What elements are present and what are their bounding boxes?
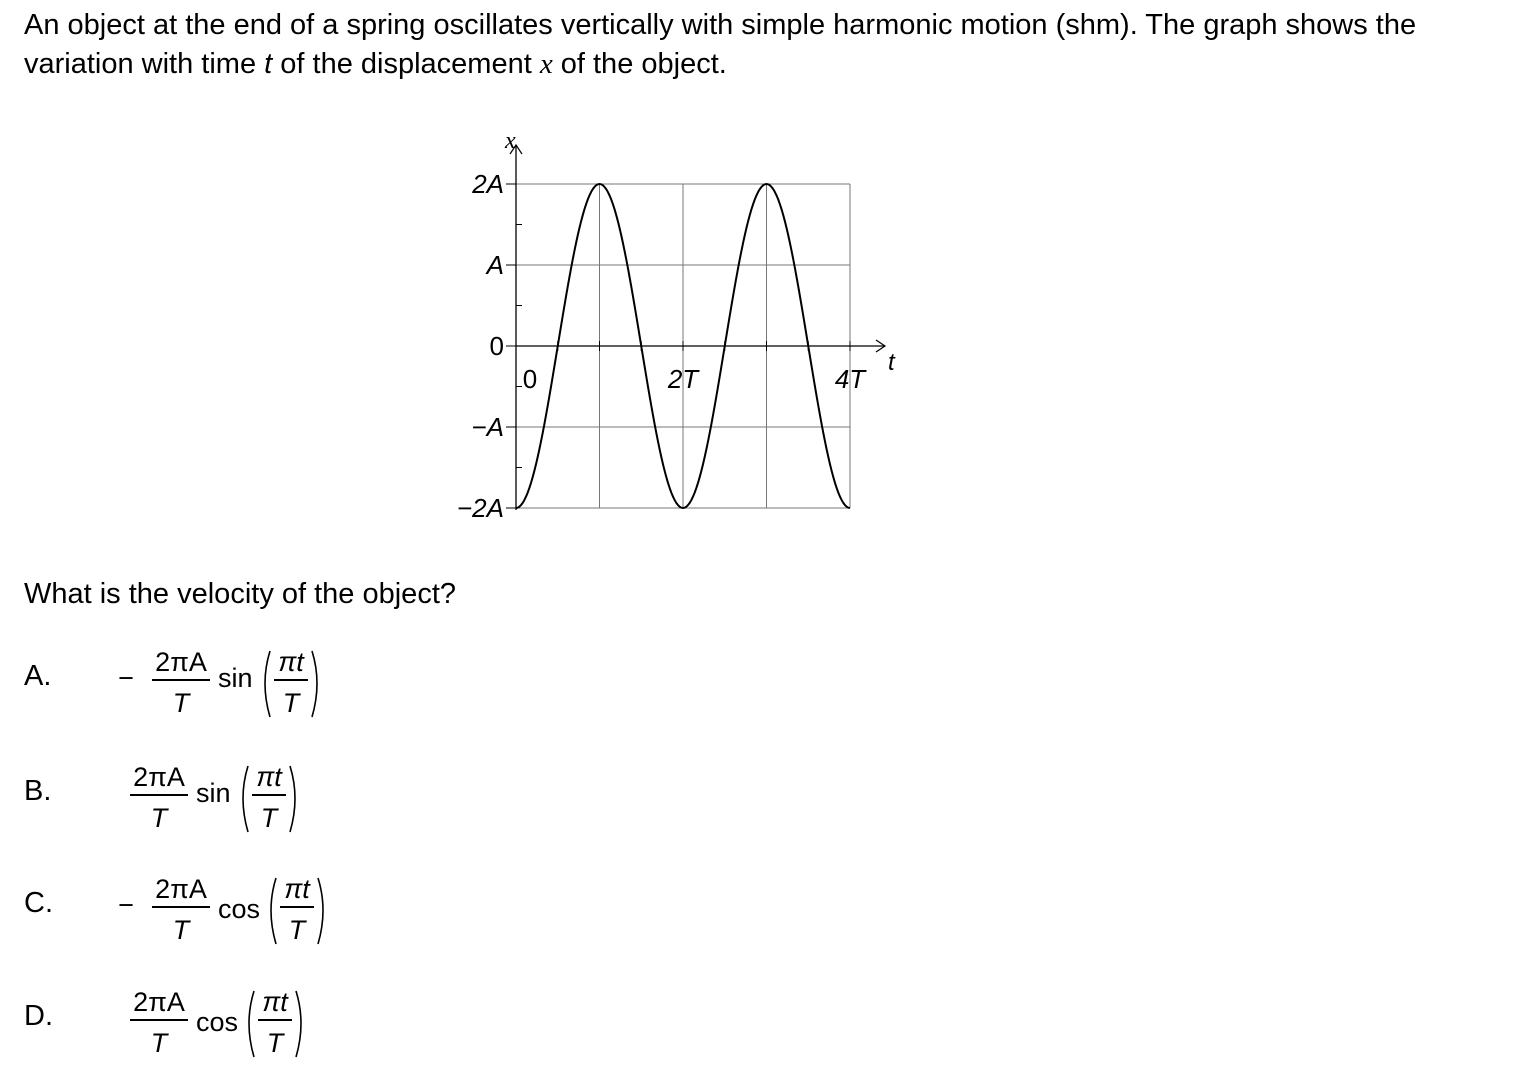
coefficient-numerator: 2πA xyxy=(133,762,185,792)
option-formula xyxy=(24,645,364,735)
stem-text-2: of the displacement xyxy=(272,48,540,80)
right-parenthesis xyxy=(318,878,323,944)
y-tick-label: −2A xyxy=(457,493,504,520)
argument-numerator: πt xyxy=(256,762,282,792)
argument-denominator: T xyxy=(266,1028,284,1058)
right-parenthesis xyxy=(296,991,301,1057)
option-letter: B. xyxy=(24,775,52,807)
stem-text-3: of the object. xyxy=(552,48,727,80)
coefficient-numerator: 2πA xyxy=(155,647,207,677)
right-parenthesis xyxy=(312,651,317,717)
y-axis-label: x xyxy=(505,128,516,154)
argument-numerator: πt xyxy=(284,874,310,904)
y-tick-label: 0 xyxy=(489,331,504,361)
coefficient-numerator: 2πA xyxy=(133,987,185,1017)
right-parenthesis xyxy=(290,766,295,832)
answer-option-b[interactable] xyxy=(24,760,404,850)
option-formula xyxy=(24,760,364,850)
option-letter: A. xyxy=(24,660,52,692)
argument-denominator: T xyxy=(260,803,278,833)
x-tick-label: 2T xyxy=(667,364,699,394)
y-tick-label: −A xyxy=(471,412,504,442)
trig-function: sin xyxy=(196,778,231,808)
minus-sign: − xyxy=(118,663,134,693)
option-letter: C. xyxy=(24,887,53,919)
x-tick-label: 4T xyxy=(834,364,866,394)
coefficient-denominator: T xyxy=(172,915,190,945)
option-formula xyxy=(24,872,364,962)
trig-function: sin xyxy=(218,663,253,693)
x-axis-label: t xyxy=(888,349,895,376)
t-symbol: t xyxy=(264,48,273,80)
x-tick-label: 0 xyxy=(522,364,538,394)
trig-function: cos xyxy=(196,1007,239,1037)
coefficient-numerator: 2πA xyxy=(155,874,207,904)
y-tick-label: A xyxy=(486,250,504,280)
option-letter: D. xyxy=(24,1000,53,1032)
question-stem xyxy=(24,6,1464,84)
stem-text-1: An object at the end of a spring oscillates vertically with simple harmonic motion (shm). The graph shows the variation with time xyxy=(24,9,1417,80)
answer-option-d[interactable] xyxy=(24,985,404,1075)
argument-denominator: T xyxy=(282,688,300,718)
left-parenthesis xyxy=(243,766,248,832)
question-prompt: What is the velocity of the object? xyxy=(24,578,456,610)
left-parenthesis xyxy=(249,991,254,1057)
trig-function: cos xyxy=(218,894,261,924)
answer-option-c[interactable] xyxy=(24,872,404,962)
y-tick-labels xyxy=(457,169,504,520)
argument-denominator: T xyxy=(288,915,306,945)
answer-option-a[interactable] xyxy=(24,645,404,735)
coefficient-denominator: T xyxy=(150,1028,168,1058)
minus-sign: − xyxy=(118,890,134,920)
x-symbol: x xyxy=(539,48,553,80)
displacement-time-graph xyxy=(430,120,910,520)
argument-numerator: πt xyxy=(262,987,288,1017)
coefficient-denominator: T xyxy=(150,803,168,833)
argument-numerator: πt xyxy=(278,647,304,677)
coefficient-denominator: T xyxy=(172,688,190,718)
option-formula xyxy=(24,985,364,1075)
left-parenthesis xyxy=(271,878,276,944)
y-tick-label: 2A xyxy=(472,169,504,199)
left-parenthesis xyxy=(265,651,270,717)
